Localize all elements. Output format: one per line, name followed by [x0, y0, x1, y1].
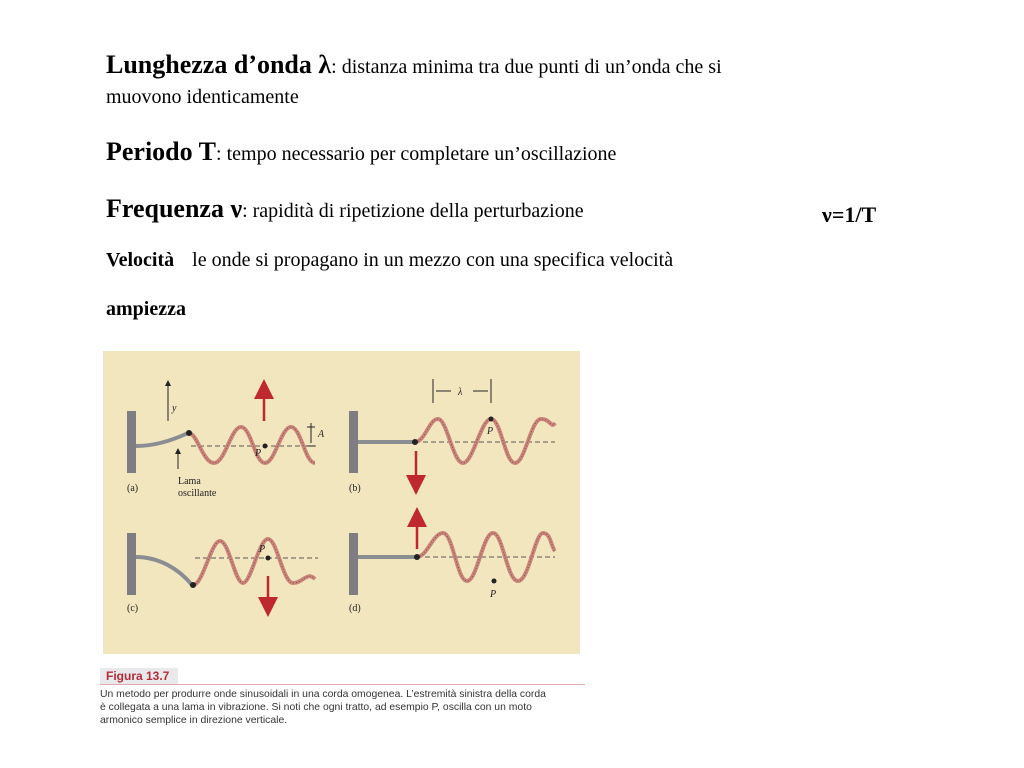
frequency-text: rapidità di ripetizione della perturbazione — [247, 200, 584, 222]
period-text: tempo necessario per completare un’oscillazione — [221, 143, 617, 165]
label-oscillante: oscillante — [178, 488, 217, 499]
label-p-d: P — [490, 589, 497, 600]
wave-figure — [103, 351, 580, 654]
string-c — [193, 539, 315, 585]
velocity-term: Velocità — [106, 249, 175, 271]
panel-c — [127, 533, 318, 607]
blade-a — [136, 433, 188, 446]
figure-caption — [100, 688, 585, 728]
panel-label-a: (a) — [127, 483, 139, 494]
frequency-sep: : — [242, 200, 248, 222]
label-y: y — [172, 403, 177, 414]
velocity-definition — [106, 249, 673, 272]
panel-b — [349, 379, 555, 485]
velocity-text: le onde si propagano in un mezzo con una specifica velocità — [192, 249, 674, 271]
caption-line-2: è collegata a una lama in vibrazione. Si noti che ogni tratto, ad esempio P, oscilla con un moto — [100, 702, 532, 714]
panel-label-d: (d) — [349, 603, 361, 614]
point-p-a — [263, 444, 268, 449]
period-term: Periodo T — [106, 137, 217, 166]
panel-label-c: (c) — [127, 603, 139, 614]
label-p-c: P — [259, 544, 266, 555]
caption-line-3: armonico semplice in direzione verticale. — [100, 715, 288, 727]
label-lambda: λ — [458, 387, 463, 398]
caption-rule — [100, 684, 585, 685]
point-p-c — [266, 556, 271, 561]
wavelength-text-cont: muovono identicamente — [106, 86, 299, 108]
wavelength-text: distanza minima tra due punti di un’onda che si — [336, 56, 722, 78]
blade-tip-b — [412, 439, 418, 445]
period-sep: : — [216, 143, 222, 165]
panel-a — [127, 383, 318, 473]
wall-a — [127, 411, 136, 473]
period-definition — [106, 137, 616, 167]
frequency-term: Frequenza ν — [106, 194, 243, 223]
point-p-b — [489, 417, 494, 422]
blade-c — [136, 557, 192, 585]
string-a — [189, 427, 315, 463]
wall-b — [349, 411, 358, 473]
panel-label-b: (b) — [349, 483, 361, 494]
label-amplitude: A — [318, 429, 325, 440]
wavelength-term: Lunghezza d’onda λ — [106, 50, 332, 79]
frequency-formula: ν=1/T — [822, 202, 877, 227]
point-p-d — [492, 579, 497, 584]
frequency-definition — [106, 194, 877, 227]
caption-line-1: Un metodo per produrre onde sinusoidali in una corda omogenea. L’estremità sinistra della corda — [100, 689, 546, 700]
amplitude-term: ampiezza — [106, 298, 186, 320]
blade-tip-d — [414, 554, 420, 560]
wall-d — [349, 533, 358, 595]
label-p-a: P — [255, 448, 262, 459]
wavelength-sep: : — [331, 56, 337, 78]
panel-d — [349, 517, 555, 595]
wave-figure-illustration — [103, 351, 580, 654]
figure-badge: Figura 13.7 — [100, 668, 178, 684]
blade-tip-a — [186, 430, 192, 436]
label-p-b: P — [487, 426, 494, 437]
wall-c — [127, 533, 136, 595]
wavelength-definition — [106, 50, 722, 80]
label-lama: Lama — [178, 476, 201, 487]
blade-tip-c — [190, 582, 196, 588]
